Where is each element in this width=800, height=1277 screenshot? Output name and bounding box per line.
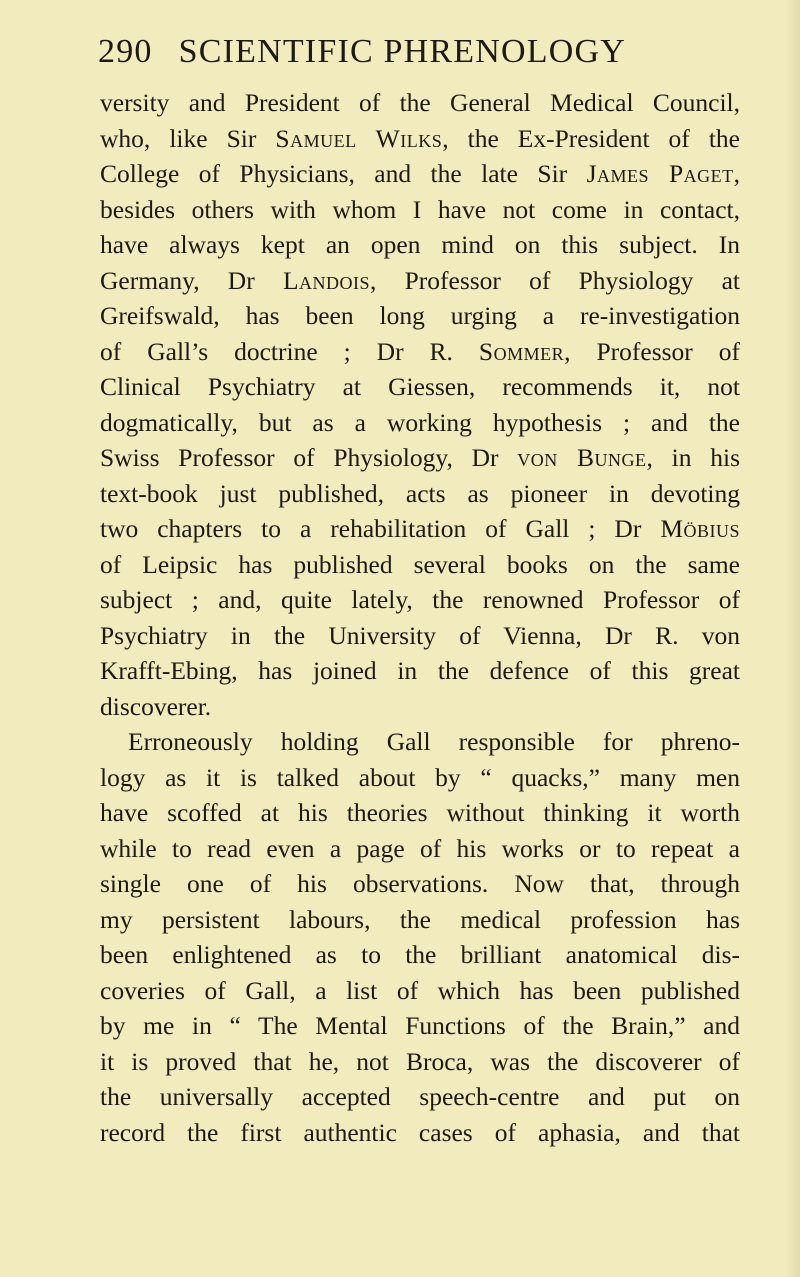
text-line: discoverer.	[100, 691, 212, 721]
text-line: two chapters to a rehabilitation of Gall ; Dr Möbius	[100, 514, 740, 543]
text-line: Psychiatry in the University of Vienna, Dr R. von	[100, 620, 740, 650]
text-line: subject ; and, quite lately, the renowned Professor of	[100, 585, 740, 614]
text-line: logy as it is talked about by “ quacks,” many men	[100, 762, 740, 792]
text-line: Swiss Professor of Physiology, Dr von Bunge, in his	[100, 443, 741, 472]
text-line: by me in “ The Mental Functions of the Brain,” and	[100, 1011, 740, 1040]
text-line: have always kept an open mind on this subject. In	[100, 230, 740, 259]
person-name: Sommer	[478, 336, 565, 366]
running-title: SCIENTIFIC PHRENOLOGY	[178, 33, 626, 70]
page-edge-shadow	[786, 0, 800, 1277]
text-line: have scoffed at his theories without thinking it worth	[100, 798, 740, 827]
text-line: coveries of Gall, a list of which has been published	[100, 975, 740, 1005]
text-line: record the first authentic cases of aphasia, and that	[100, 1117, 740, 1147]
person-name: James Paget	[586, 159, 734, 188]
text-line: besides others with whom I have not come in contact,	[100, 194, 740, 224]
person-name: Landois	[282, 265, 371, 295]
person-name: von Bunge	[517, 443, 647, 472]
text-line: while to read even a page of his works or to repeat a	[100, 833, 740, 863]
page-number: 290	[98, 33, 153, 70]
text-line: who, like Sir Samuel Wilks, the Ex-President of the	[100, 123, 740, 153]
text-line: versity and President of the General Medical Council,	[100, 88, 740, 117]
text-line: text-book just published, acts as pioneer in devoting	[100, 478, 740, 508]
running-head	[98, 26, 738, 78]
person-name: Samuel Wilks	[275, 123, 443, 153]
text-line: dogmatically, but as a working hypothesis ; and the	[100, 407, 740, 437]
text-line: of Gall’s doctrine ; Dr R. Sommer, Professor of	[100, 336, 740, 366]
text-line: single one of his observations. Now that, through	[100, 869, 740, 898]
person-name: Möbius	[660, 514, 740, 543]
text-line: it is proved that he, not Broca, was the discoverer of	[100, 1046, 740, 1076]
text-line: College of Physicians, and the late Sir James Paget,	[100, 159, 740, 188]
text-line: been enlightened as to the brilliant anatomical dis-	[100, 940, 740, 969]
text-line: Greifswald, has been long urging a re-investigation	[100, 301, 740, 330]
text-line: Clinical Psychiatry at Giessen, recommends it, not	[100, 372, 740, 401]
text-line: of Leipsic has published several books on the same	[100, 549, 740, 579]
text-line: Erroneously holding Gall responsible for phreno-	[128, 727, 740, 756]
text-line: Germany, Dr Landois, Professor of Physiology at	[100, 265, 740, 295]
body-text	[100, 85, 740, 1150]
text-line: my persistent labours, the medical profession has	[100, 904, 740, 934]
text-line: Krafft-Ebing, has joined in the defence of this great	[100, 656, 740, 685]
text-line: the universally accepted speech-centre and put on	[100, 1082, 740, 1111]
